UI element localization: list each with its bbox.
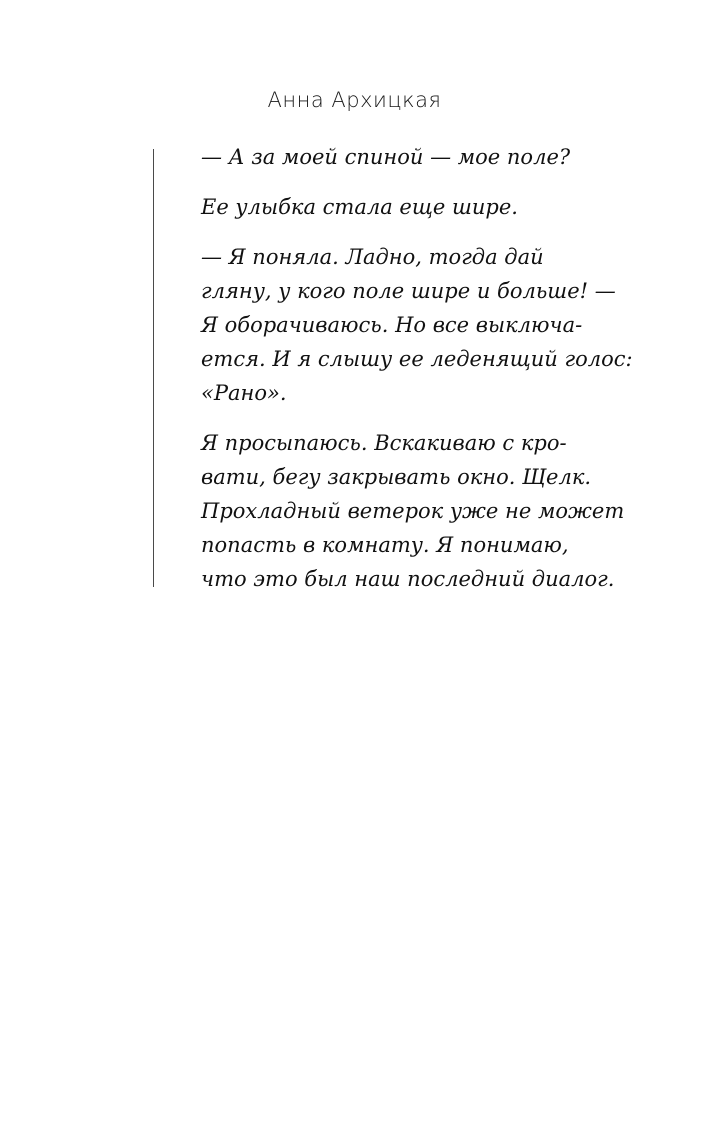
running-head-author: Анна Архицкая bbox=[267, 88, 442, 112]
text-line: Ее улыбка стала еще шире. bbox=[201, 195, 518, 219]
paragraph-3 bbox=[201, 240, 633, 410]
text-line: — Я поняла. Ладно, тогда дай bbox=[201, 245, 544, 269]
text-line: Прохладный ветерок уже не может bbox=[201, 499, 625, 523]
text-line: ется. И я слышу ее леденящий голос: bbox=[201, 347, 633, 371]
text-line: — А за моей спиной — мое поле? bbox=[201, 145, 571, 169]
paragraph-4 bbox=[201, 426, 625, 596]
text-line: Я оборачиваюсь. Но все выключа- bbox=[201, 313, 583, 337]
text-line: гляну, у кого поле шире и больше! — bbox=[201, 279, 616, 303]
text-line: что это был наш последний диалог. bbox=[201, 567, 615, 591]
text-line: Я просыпаюсь. Вскакиваю с кро- bbox=[201, 431, 567, 455]
text-line: «Рано». bbox=[201, 381, 287, 405]
text-line: попасть в комнату. Я понимаю, bbox=[201, 533, 569, 557]
paragraph-2 bbox=[201, 190, 601, 224]
margin-rule bbox=[153, 149, 154, 587]
body-text bbox=[201, 140, 633, 612]
paragraph-1 bbox=[201, 140, 601, 174]
text-line: вати, бегу закрывать окно. Щелк. bbox=[201, 465, 592, 489]
